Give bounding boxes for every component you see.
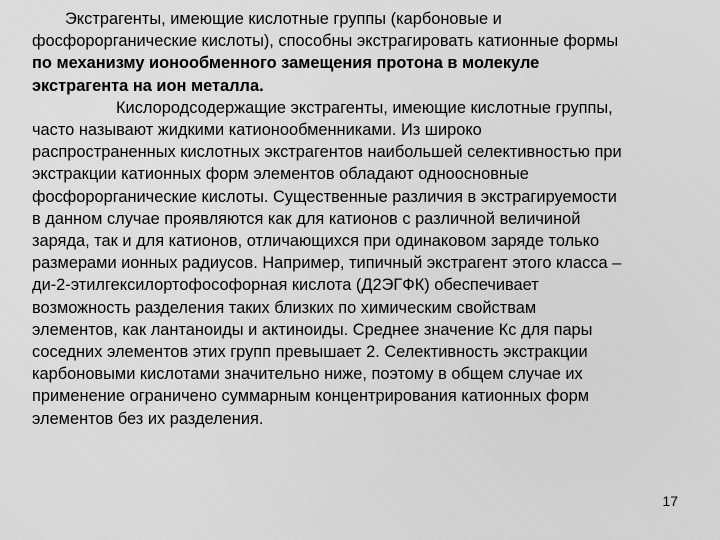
text-line-8: экстракции катионных форм элементов обладают одноосновные	[32, 165, 529, 184]
text-line-2: фосфорорганические кислоты), способны экстрагировать катионные формы	[32, 32, 619, 51]
text-line-18: применение ограничено суммарным концентрирования катионных форм	[32, 387, 589, 406]
text-line-12: размерами ионных радиусов. Например, типичный экстрагент этого класса –	[32, 254, 622, 273]
text-line-9: фосфорорганические кислоты. Существенные различия в экстрагируемости	[32, 187, 617, 206]
text-line-13: ди-2-этилгексилортофософорная кислота (Д2ЭГФК) обеспечивает	[32, 276, 539, 295]
text-line-1: Экстрагенты, имеющие кислотные группы (карбоновые и	[65, 10, 502, 28]
text-line-6: часто называют жидкими катионообменниками. Из широко	[32, 121, 482, 140]
page-number: 17	[662, 493, 678, 509]
text-line-11: заряда, так и для катионов, отличающихся при одинаковом заряде только	[32, 232, 600, 251]
text-line-10: в данном случае проявляются как для катионов с различной величиной	[32, 209, 581, 228]
text-line-16: соседних элементов этих групп превышает 2. Селективность экстракции	[32, 343, 588, 362]
text-line-19: элементов без их разделения.	[32, 409, 264, 428]
text-line-4-bold: экстрагента на ион металла.	[32, 76, 264, 95]
body-text	[32, 8, 692, 430]
text-line-17: карбоновыми кислотами значительно ниже, поэтому в общем случае их	[32, 365, 583, 384]
text-line-7: распространенных кислотных экстрагентов наибольшей селективностью при	[32, 143, 622, 162]
text-line-3-bold: по механизму ионообменного замещения протона в молекуле	[32, 54, 540, 73]
text-line-14: возможность разделения таких близких по химическим свойствам	[32, 298, 537, 317]
text-line-5: Кислородсодержащие экстрагенты, имеющие кислотные группы,	[116, 98, 613, 117]
text-line-15: элементов, как лантаноиды и актиноиды. Среднее значение Кс для пары	[32, 320, 593, 339]
